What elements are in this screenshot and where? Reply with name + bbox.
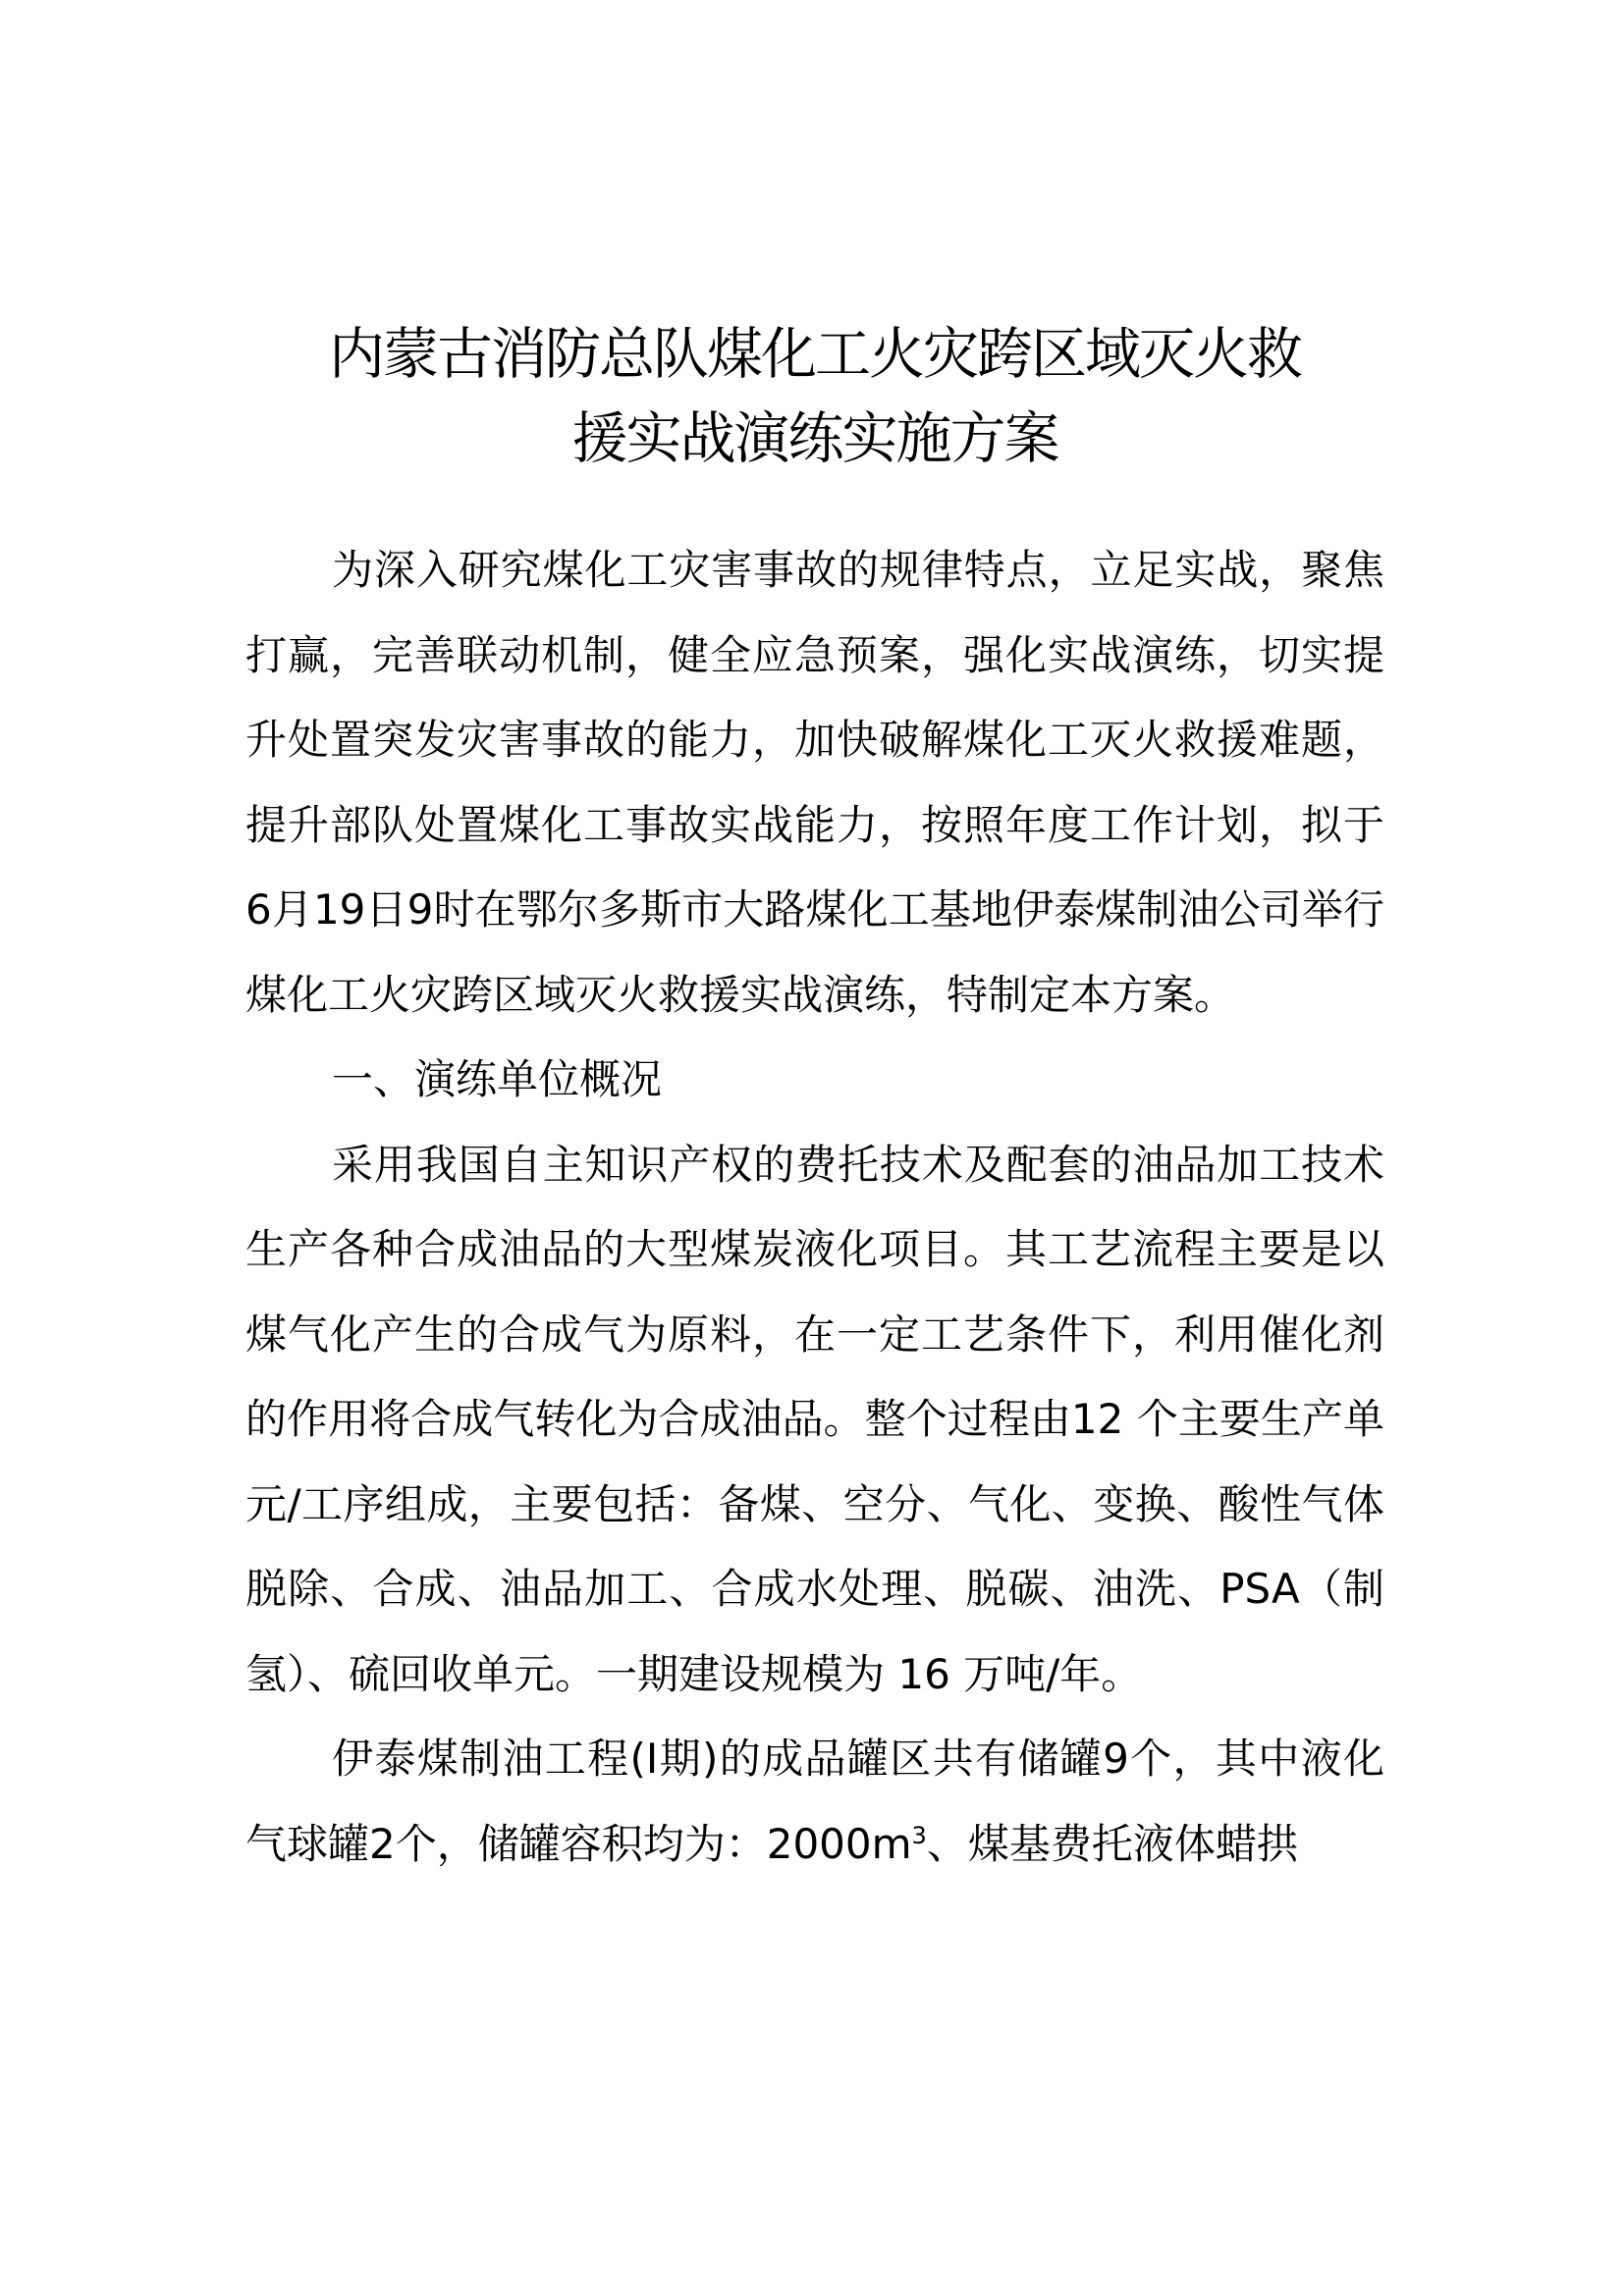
section-heading-1: 一、演练单位概况 (332, 1055, 663, 1103)
section1-paragraph-1: 采用我国自主知识产权的费托技术及配套的油品加工技术生产各种合成油品的大型煤炭液化项目。其工艺流程主要是以煤气化产生的合成气为原料，在一定工艺条件下，利用催化剂的作用将合成气转化为合成油品。整个过程由12 个主要生产单元/工序组成，主要包括：备煤、空分、气化、变换、酸性气体脱除、合成、油品加工、合成水处理、脱碳、油洗、PSA（制氢）、硫回收单元。一期建设规模为 16 万吨/年。 (245, 1140, 1384, 1698)
para2-text-tail: 、煤基费托液体蜡拱 (926, 1819, 1298, 1868)
title-line-1: 内蒙古消防总队煤化工火灾跨区域灭火救 (329, 322, 1301, 387)
section1-paragraph-2 (245, 1717, 1384, 1887)
para2-text: 伊泰煤制油工程(I期)的成品罐区共有储罐9个，其中液化气球罐2个，储罐容积均为：2000m (245, 1735, 1384, 1868)
superscript-3: 3 (911, 1821, 927, 1849)
intro-paragraph: 为深入研究煤化工灾害事故的规律特点，立足实战，聚焦打赢，完善联动机制，健全应急预案，强化实战演练，切实提升处置突发灾害事故的能力，加快破解煤化工灭火救援难题，提升部队处置煤化工事故实战能力，按照年度工作计划，拟于6月19日9时在鄂尔多斯市大路煤化工基地伊泰煤制油公司举行煤化工火灾跨区域灭火救援实战演练，特制定本方案。 (245, 546, 1384, 1019)
document-body (245, 528, 1384, 1887)
title-line-2: 援实战演练实施方案 (571, 406, 1058, 471)
document-title (245, 312, 1384, 481)
